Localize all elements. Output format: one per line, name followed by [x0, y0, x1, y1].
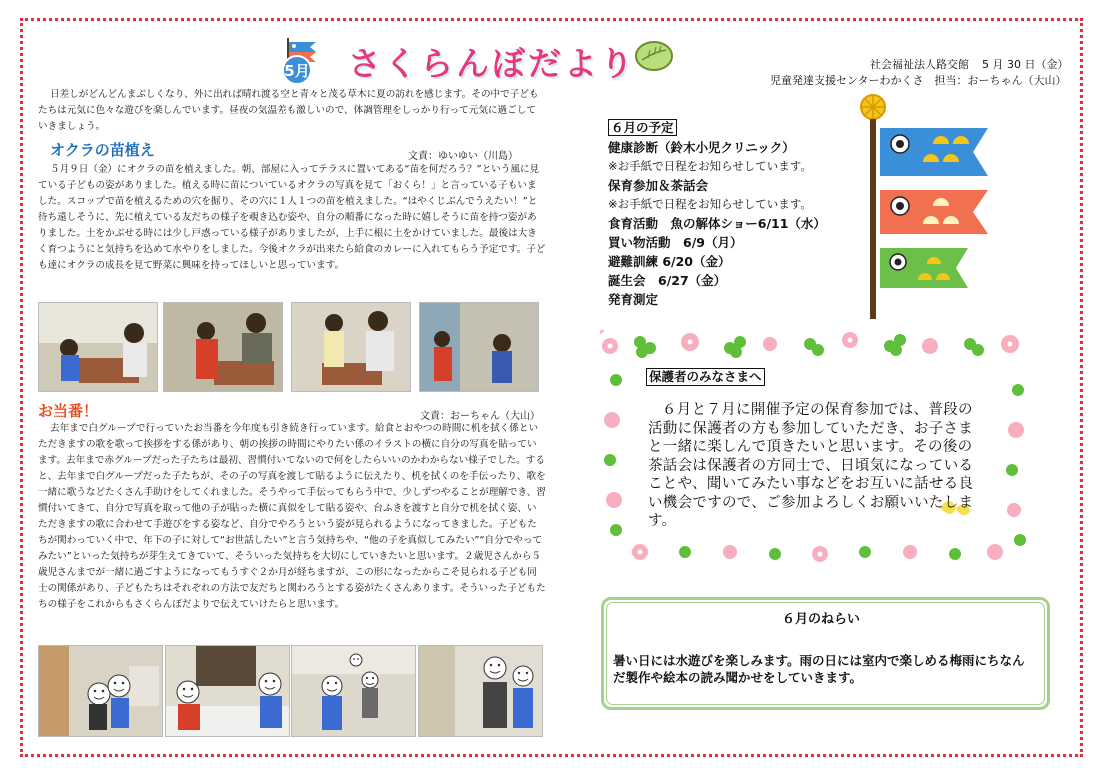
leaf-icon — [634, 38, 674, 74]
toban-photo-3 — [291, 645, 416, 737]
okra-photo-1 — [38, 302, 158, 392]
june-schedule — [608, 118, 868, 309]
schedule-item: 健康診断（鈴木小児クリニック） — [608, 140, 795, 155]
flower-icon — [600, 330, 604, 334]
toban-photo-4 — [418, 645, 543, 737]
schedule-item: 誕生会 6/27（金） — [608, 273, 727, 288]
smiley-icon — [88, 683, 110, 705]
smiley-icon — [484, 657, 506, 679]
schedule-item: 食育活動 魚の解体ショー6/11（水） — [608, 216, 826, 231]
aim-heading: ６月のねらい — [782, 612, 861, 627]
okra-text: ５月９日（金）にオクラの苗を植えました。朝、部屋に入ってテラスに置いてある“苗を何だろう？”という風に見ている子どもの姿がありました。植える時に苗についているオクラの写真を見て「おくら！」と言っている子もいました。スコップで苗を植えるための穴を掘り、その穴に１人１つの苗を植えました。“はやくじぶんでうえたい！”と待ち遠しそうに、先に植えている友だちの様子を覗き込む姿や、自分の順番になった時に嬉しそうに苗を持つ姿がありました。土をかぶせる時には少し戸惑っている様子がありましたが、上手に根に土をかけていました。最後は大きく育つようにと気持ちを込めて水やりをしました。今後オクラが出来たら給食のカレーに入れてもらう予定です。子ども達にオクラの成長を見て野菜に興味を持ってほしいと思っています。 — [38, 164, 546, 271]
toban-text: 去年まで白グループで行っていたお当番を今年度も引き続き行っています。給食とおやつの時間に机を拭く係といただきますの歌を歌って挨拶をする係があり、朝の挨拶の時間にやりたい係のイラストの横に自分の写真を貼っています。去年まで赤グループだった子たちは最初、習慣付いてないので何をしたらいいのかわからない様子でした。すると、去年まで白グループだった子たちが、その子の写真を渡して貼るように伝えたり、机を拭くのを手伝ったり、歌を一緒に歌うなどたくさん手助けをしてくれました。そうやって手伝ってもらう中で、少しずつやることが理解でき、習慣付いてきて、自分で写真を取って他の子が貼った横に真似をして貼る姿や、台ふきを渡すと自分で机を拭く姿、いただきますの歌に合わせて手遊びをする姿など、自分でやろうという姿が見られるようになってきました。子どもたちが関わっていく中で、年下の子に対して“お世話したい”と言う気持ちや、“他の子を真似してみたい”“自分でやってみたい”といった気持ちが芽生えてきていて、そういった気持ちを大切にしていきたいと思います。２歳児さんから５歳児さんまでが一緒に過ごすようになってもうすぐ２か月が経ちますが、この形になったからこそ見られる子ども同士の関係があり、子どもたちはそれぞれの方法で友だちと関わろうとする姿がたくさんあります。そういった子どもたちの様子をこれからもさくらんぼだよりで伝えていけたらと思います。 — [38, 423, 546, 610]
org-name: 社会福祉法人路交館 — [870, 58, 969, 71]
schedule-note: ※お手紙で日程をお知らせしています。 — [608, 197, 812, 211]
toban-photo-2 — [165, 645, 290, 737]
toban-author: 文責：おーちゃん（大山） — [420, 411, 540, 422]
schedule-note: ※お手紙で日程をお知らせしています。 — [608, 159, 812, 173]
month-badge-text: 5月 — [284, 62, 310, 80]
newsletter-title: さくらんぼだより — [348, 44, 636, 83]
smiley-icon — [350, 654, 362, 666]
notice-heading: 保護者のみなさまへ — [646, 368, 765, 386]
okra-heading: オクラの苗植え — [50, 141, 155, 159]
aim-text: 暑い日には水遊びを楽しみます。雨の日には室内で楽しめる梅雨にちなんだ製作や絵本の読み聞かせをしていきます。 — [613, 653, 1025, 685]
okra-photo-2 — [163, 302, 283, 392]
schedule-item: 保育参加＆茶話会 — [608, 178, 709, 193]
okra-photo-4 — [419, 302, 539, 392]
okra-photo-3 — [291, 302, 411, 392]
month-badge — [272, 34, 336, 86]
smiley-icon — [322, 676, 342, 696]
koinobori-icon — [848, 92, 1008, 322]
issue-date: 5 月 30 日（金） — [982, 58, 1069, 71]
notice-text: ６月と７月に開催予定の保育参加では、普段の活動に保護者の方も参加していただき、お子さまと一緒に楽しんで頂きたいと思います。その後の茶話会は保護者の方同士で、日頃気になっていることや、聞いてみたい事などをお互いに話せる良い機会ですので、ご参加よろしくお願いいたします。 — [648, 402, 974, 529]
schedule-item: 買い物活動 6/9（月） — [608, 235, 743, 250]
smiley-icon — [259, 673, 281, 695]
toban-photo-1 — [38, 645, 163, 737]
toban-heading: お当番！ — [38, 402, 99, 420]
schedule-heading: ６月の予定 — [608, 119, 677, 136]
okra-author: 文責：ゆいゆい（川島） — [408, 151, 518, 162]
smiley-icon — [513, 666, 533, 686]
center-and-author: 児童発達支援センターわかくさ 担当：おーちゃん（大山） — [770, 74, 1067, 87]
schedule-item: 発育測定 — [608, 292, 659, 307]
smiley-icon — [177, 681, 199, 703]
schedule-item: 避難訓練 6/20（金） — [608, 254, 731, 269]
intro-text: 日差しがどんどんまぶしくなり、外に出れば晴れ渡る空と青々と茂る草木に夏の訪れを感じます。その中で子どもたちは元気に色々な遊びを楽しんでいます。昼夜の気温差も激しいので、体調管理をしっかり行って元気に過ごしていきましょう。 — [38, 89, 539, 132]
smiley-icon — [108, 675, 130, 697]
smiley-icon — [362, 672, 378, 688]
